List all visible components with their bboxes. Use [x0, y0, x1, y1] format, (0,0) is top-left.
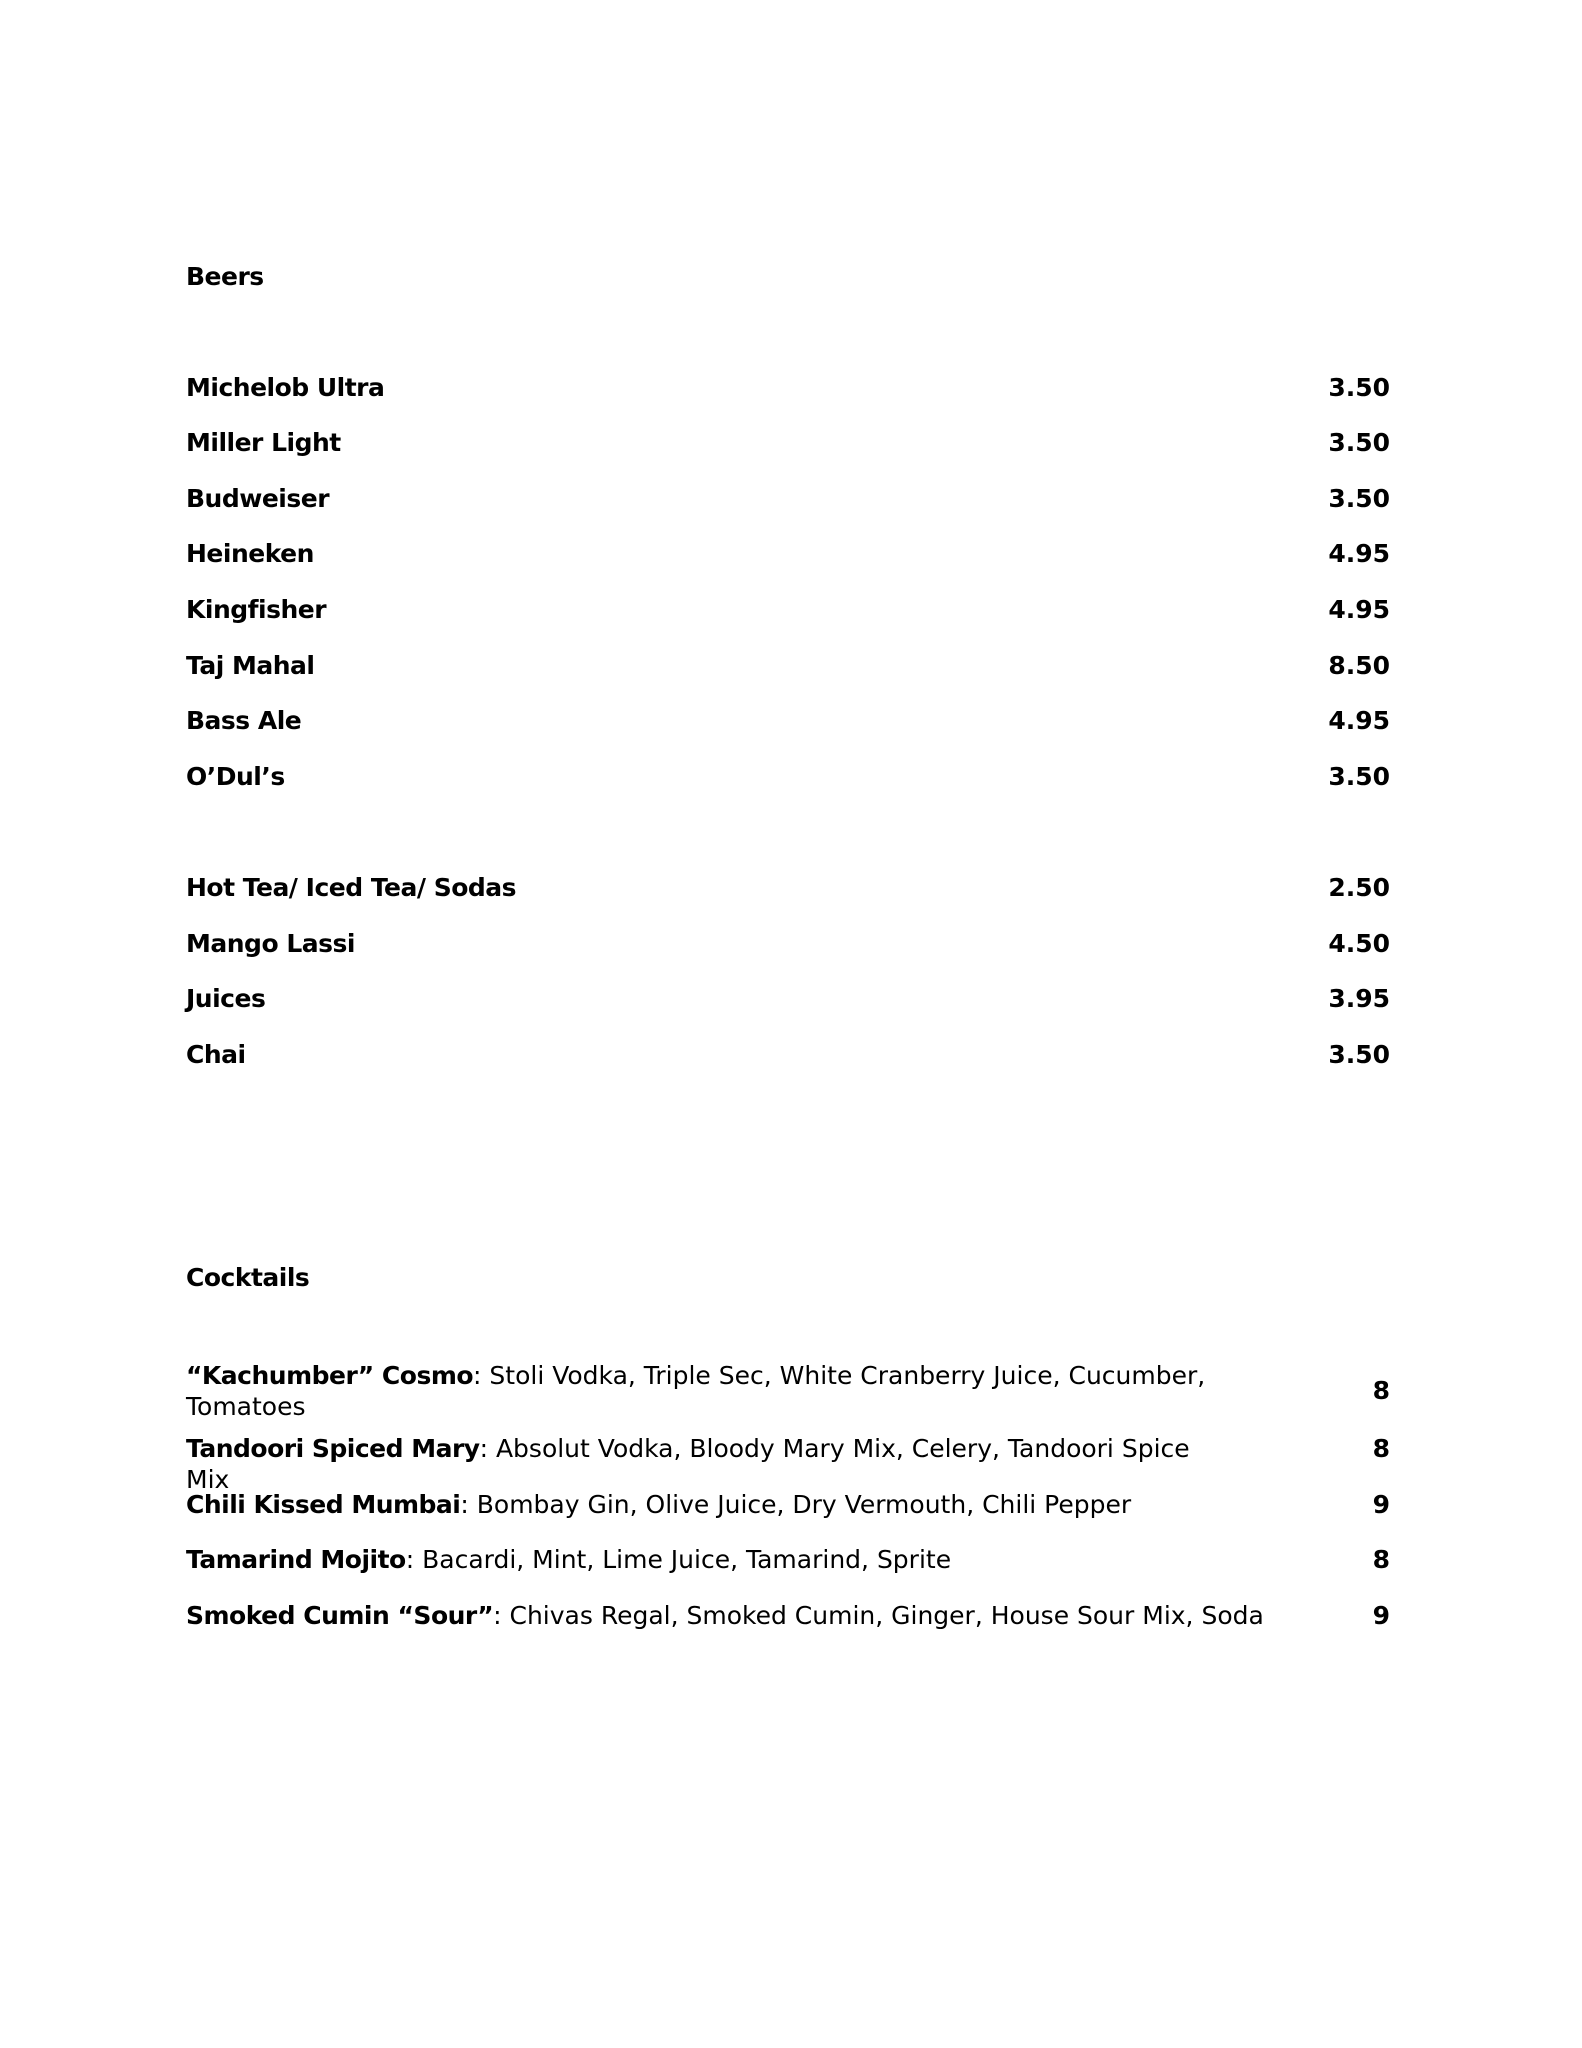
- cocktails-heading: Cocktails: [186, 1263, 310, 1292]
- cocktail-price: 8: [1372, 1434, 1390, 1463]
- item-price: 3.50: [1328, 762, 1390, 791]
- cocktail-price: 9: [1372, 1601, 1390, 1630]
- item-name: O’Dul’s: [186, 762, 285, 791]
- item-price: 4.95: [1328, 595, 1390, 624]
- item-price: 3.50: [1328, 1040, 1390, 1069]
- beer-item: [186, 595, 1390, 625]
- drink-item: [186, 1040, 1390, 1070]
- item-name: Kingfisher: [186, 595, 327, 624]
- item-name: Miller Light: [186, 428, 341, 457]
- cocktail-name: Tamarind Mojito: [186, 1545, 406, 1574]
- cocktail-name: “Kachumber” Cosmo: [186, 1361, 474, 1390]
- beer-item: [186, 428, 1390, 458]
- cocktail-item: [186, 1489, 1390, 1520]
- item-price: 2.50: [1328, 873, 1390, 902]
- drink-item: [186, 873, 1390, 903]
- item-name: Hot Tea/ Iced Tea/ Sodas: [186, 873, 517, 902]
- item-price: 3.95: [1328, 984, 1390, 1013]
- beer-item: [186, 539, 1390, 569]
- item-price: 3.50: [1328, 373, 1390, 402]
- cocktail-price: 8: [1372, 1545, 1390, 1574]
- item-name: Bass Ale: [186, 706, 302, 735]
- cocktail-description-block: [186, 1489, 1226, 1520]
- item-price: 4.50: [1328, 929, 1390, 958]
- cocktail-ingredients: : Chivas Regal, Smoked Cumin, Ginger, House Sour Mix, Soda: [493, 1601, 1264, 1630]
- cocktail-name: Chili Kissed Mumbai: [186, 1490, 461, 1519]
- item-price: 3.50: [1328, 484, 1390, 513]
- cocktail-ingredients: : Bacardi, Mint, Lime Juice, Tamarind, Sprite: [405, 1545, 952, 1574]
- cocktail-description-block: [186, 1360, 1226, 1422]
- cocktail-ingredients: : Absolut Vodka, Bloody Mary Mix, Celery, Tandoori Spice Mix: [186, 1434, 1190, 1494]
- cocktail-name: Smoked Cumin “Sour”: [186, 1601, 494, 1630]
- item-price: 8.50: [1328, 651, 1390, 680]
- item-name: Juices: [186, 984, 266, 1013]
- cocktail-description-block: [186, 1433, 1226, 1495]
- cocktail-name: Tandoori Spiced Mary: [186, 1434, 480, 1463]
- cocktail-item: [186, 1544, 1390, 1575]
- item-price: 4.95: [1328, 539, 1390, 568]
- beer-item: [186, 484, 1390, 514]
- beer-item: [186, 651, 1390, 681]
- item-name: Taj Mahal: [186, 651, 315, 680]
- cocktail-ingredients: : Bombay Gin, Olive Juice, Dry Vermouth, Chili Pepper: [460, 1490, 1132, 1519]
- cocktail-description-block: [186, 1600, 1336, 1631]
- item-name: Michelob Ultra: [186, 373, 385, 402]
- cocktail-ingredients: : Stoli Vodka, Triple Sec, White Cranberry Juice, Cucumber, Tomatoes: [186, 1361, 1206, 1421]
- beers-heading: Beers: [186, 262, 264, 291]
- cocktail-description-block: [186, 1544, 1226, 1575]
- item-name: Chai: [186, 1040, 246, 1069]
- beer-item: [186, 706, 1390, 736]
- cocktail-item: [186, 1600, 1390, 1631]
- item-name: Budweiser: [186, 484, 330, 513]
- item-price: 3.50: [1328, 428, 1390, 457]
- item-name: Mango Lassi: [186, 929, 355, 958]
- cocktail-price: 9: [1372, 1490, 1390, 1519]
- item-name: Heineken: [186, 539, 314, 568]
- cocktail-item: [186, 1433, 1390, 1495]
- beer-item: [186, 373, 1390, 403]
- item-price: 4.95: [1328, 706, 1390, 735]
- drink-item: [186, 929, 1390, 959]
- cocktail-item: [186, 1360, 1390, 1422]
- beer-item: [186, 762, 1390, 792]
- drink-item: [186, 984, 1390, 1014]
- cocktail-price: 8: [1372, 1376, 1390, 1405]
